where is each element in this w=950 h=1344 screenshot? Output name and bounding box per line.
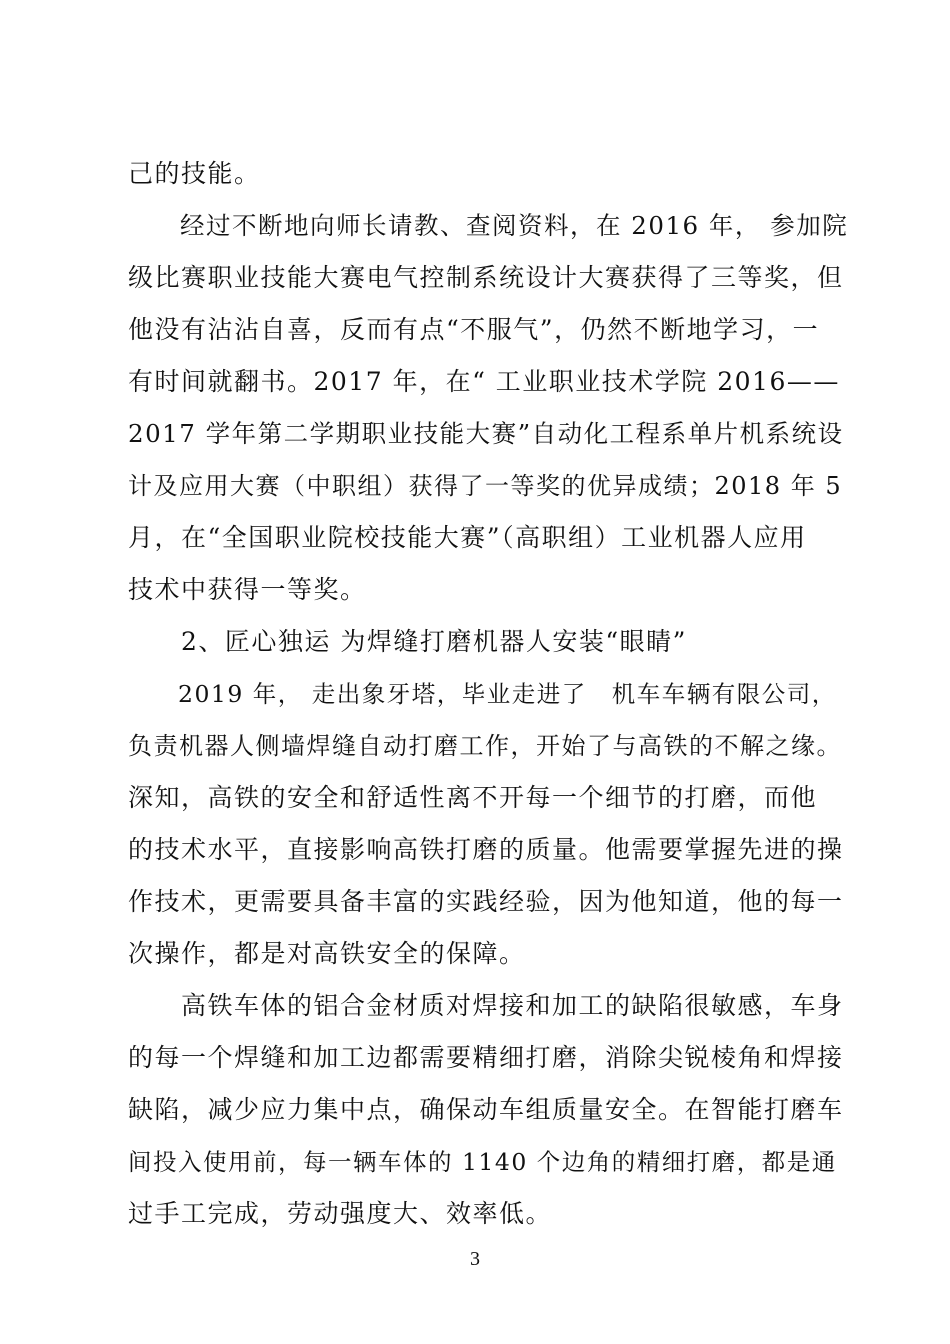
text-line: 经过不断地向师长请教、查阅资料，在 2016 年， 参加院 <box>128 211 849 240</box>
text-line: 的技术水平，直接影响高铁打磨的质量。他需要掌握先进的操 <box>128 835 844 864</box>
text-line: 负责机器人侧墙焊缝自动打磨工作，开始了与高铁的不解之缘。 <box>128 732 842 760</box>
text-line: 深知，高铁的安全和舒适性离不开每一个细节的打磨，而他 <box>128 783 818 812</box>
text-line: 高铁车体的铝合金材质对焊接和加工的缺陷很敏感，车身 <box>128 991 844 1020</box>
text-line: 过手工完成，劳动强度大、效率低。 <box>128 1199 553 1228</box>
text-line: 他没有沾沾自喜，反而有点“不服气”，仍然不断地学习，一 <box>128 315 820 344</box>
text-line: 作技术，更需要具备丰富的实践经验，因为他知道，他的每一 <box>128 887 844 916</box>
text-line: 缺陷，减少应力集中点，确保动车组质量安全。在智能打磨车 <box>128 1095 844 1124</box>
text-line: 己的技能。 <box>128 159 261 188</box>
text-line: 有时间就翻书。2017 年，在“ 工业职业技术学院 2016—— <box>128 367 840 396</box>
page-number: 3 <box>470 1248 480 1270</box>
text-line: 间投入使用前，每一辆车体的 1140 个边角的精细打磨，都是通 <box>128 1148 837 1176</box>
text-line: 次操作，都是对高铁安全的保障。 <box>128 939 526 968</box>
text-line: 月，在“全国职业院校技能大赛”（高职组）工业机器人应用 <box>128 523 807 552</box>
text-line: 2019 年， 走出象牙塔，毕业走进了 机车车辆有限公司， <box>128 680 837 708</box>
text-line: 计及应用大赛（中职组）获得了一等奖的优异成绩；2018 年 5 <box>128 472 843 500</box>
text-line: 的每一个焊缝和加工边都需要精细打磨，消除尖锐棱角和焊接 <box>128 1043 844 1072</box>
text-line: 级比赛职业技能大赛电气控制系统设计大赛获得了三等奖，但 <box>128 263 844 292</box>
text-line: 技术中获得一等奖。 <box>128 575 367 604</box>
section-heading: 2、匠心独运 为焊缝打磨机器人安装“眼睛” <box>128 627 687 656</box>
text-line: 2017 学年第二学期职业技能大赛”自动化工程系单片机系统设 <box>128 419 844 448</box>
